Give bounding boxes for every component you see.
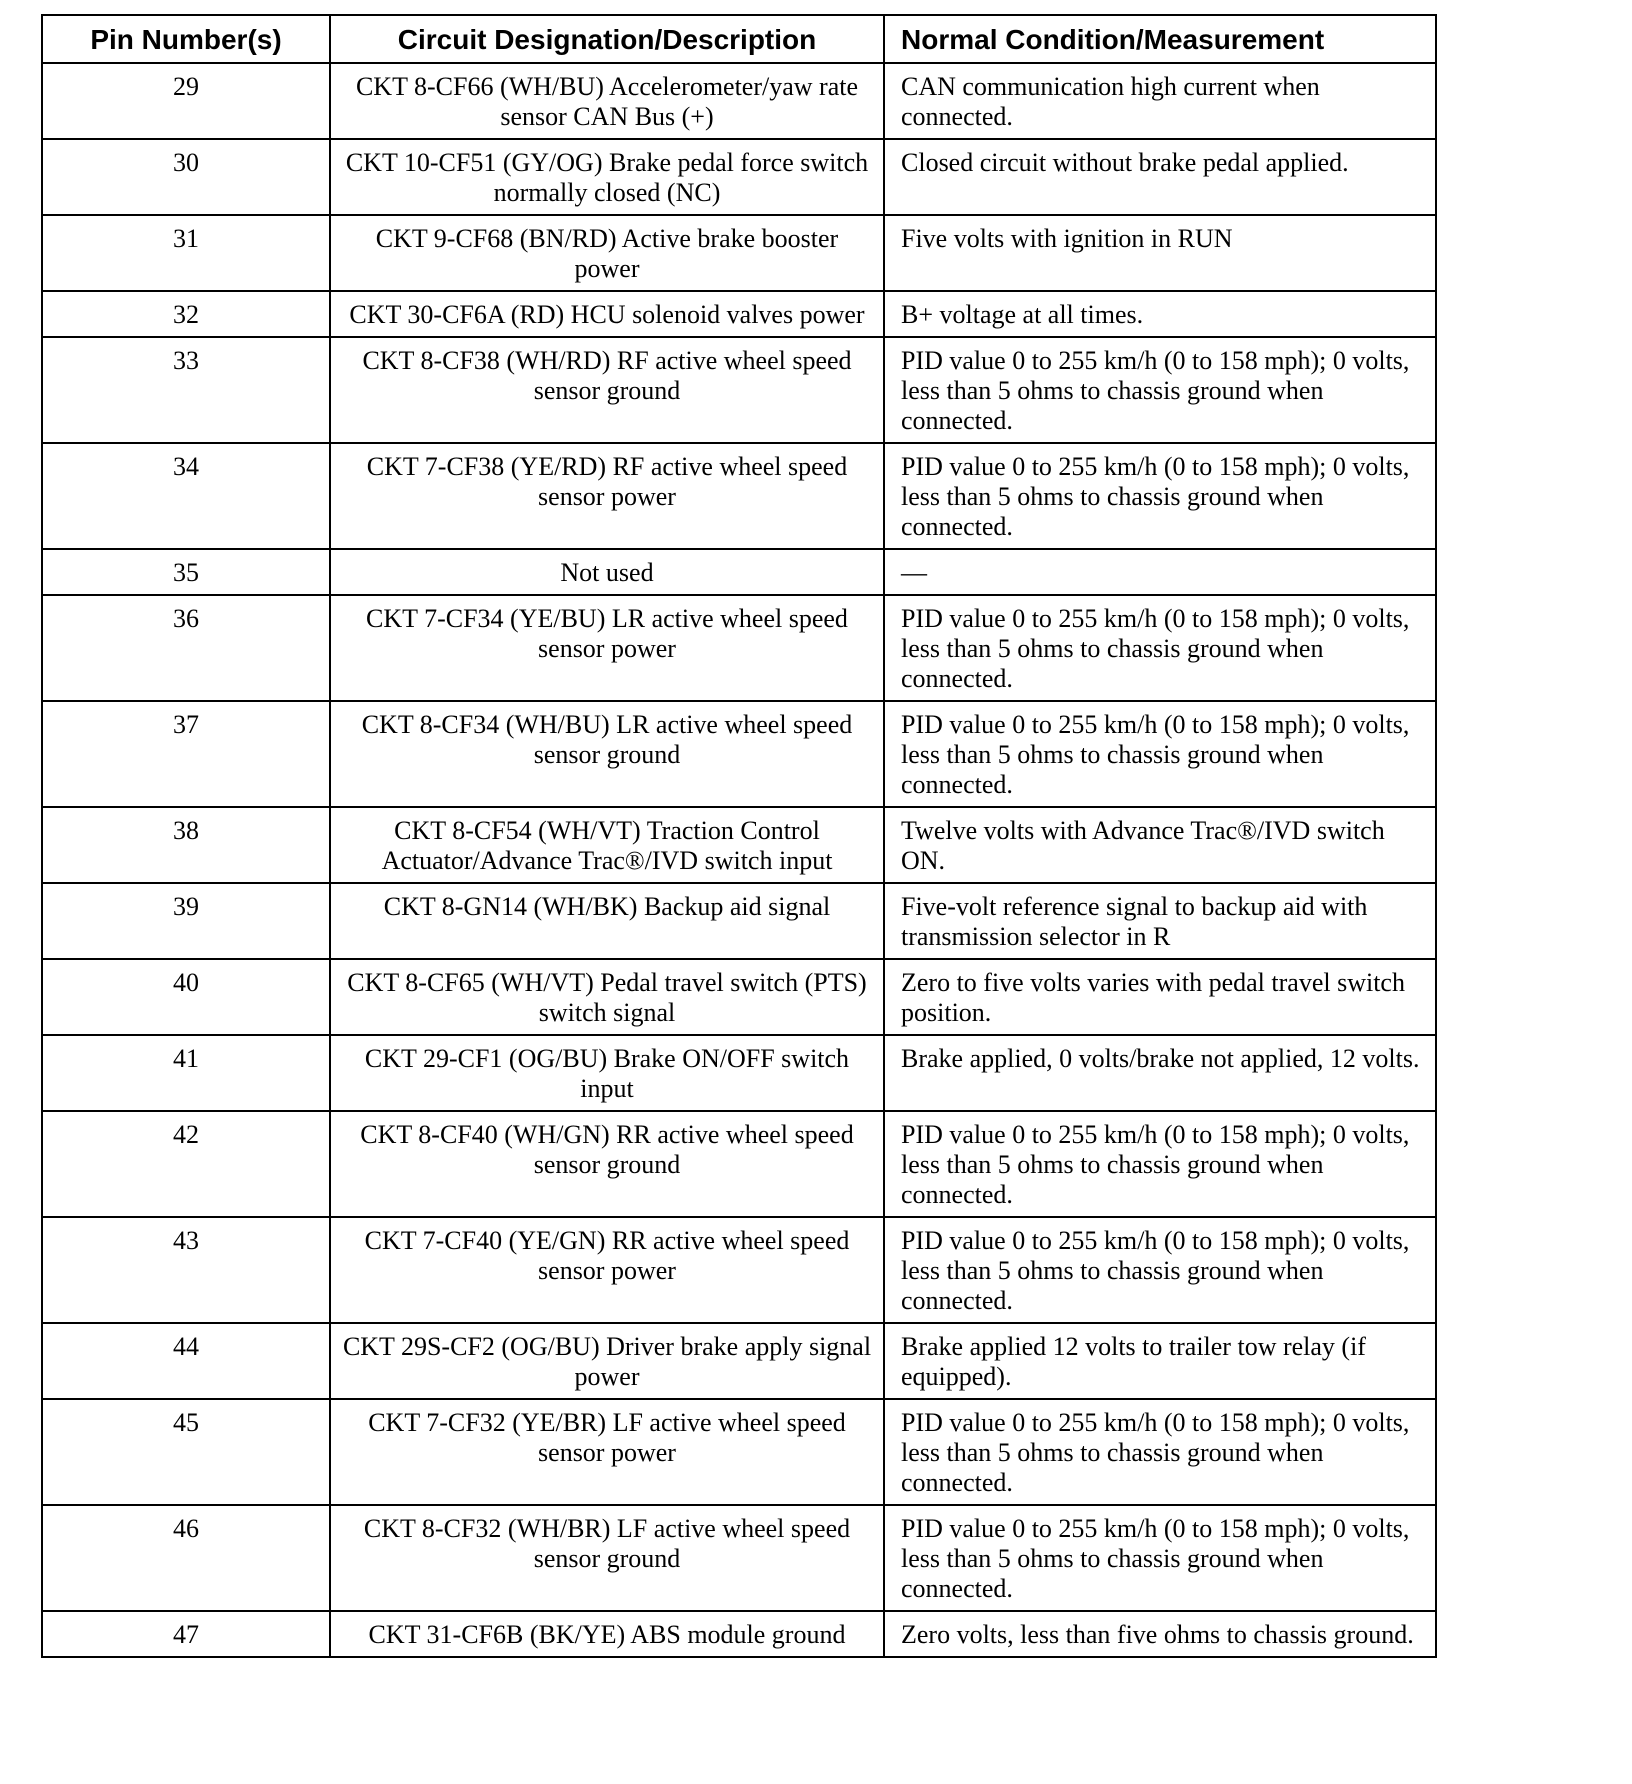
pin-number-cell: 42 bbox=[43, 1111, 330, 1217]
normal-condition-cell: Twelve volts with Advance Trac®/IVD switch ON. bbox=[884, 807, 1435, 883]
normal-condition-cell: PID value 0 to 255 km/h (0 to 158 mph); 0 volts, less than 5 ohms to chassis ground when connected. bbox=[884, 1399, 1435, 1505]
normal-condition-cell: Brake applied, 0 volts/brake not applied, 12 volts. bbox=[884, 1035, 1435, 1111]
normal-condition-cell: Five-volt reference signal to backup aid with transmission selector in R bbox=[884, 883, 1435, 959]
normal-condition-cell: Zero to five volts varies with pedal travel switch position. bbox=[884, 959, 1435, 1035]
pin-number-cell: 40 bbox=[43, 959, 330, 1035]
circuit-description-cell: CKT 29-CF1 (OG/BU) Brake ON/OFF switch input bbox=[330, 1035, 884, 1111]
normal-condition-cell: PID value 0 to 255 km/h (0 to 158 mph); 0 volts, less than 5 ohms to chassis ground when connected. bbox=[884, 443, 1435, 549]
header-circuit-designation: Circuit Designation/Description bbox=[330, 16, 884, 63]
pin-number-cell: 45 bbox=[43, 1399, 330, 1505]
normal-condition-cell: PID value 0 to 255 km/h (0 to 158 mph); 0 volts, less than 5 ohms to chassis ground when connected. bbox=[884, 1217, 1435, 1323]
circuit-description-cell: CKT 8-GN14 (WH/BK) Backup aid signal bbox=[330, 883, 884, 959]
table-row bbox=[43, 1323, 1435, 1399]
table-row bbox=[43, 883, 1435, 959]
pin-number-cell: 34 bbox=[43, 443, 330, 549]
circuit-description-cell: CKT 8-CF32 (WH/BR) LF active wheel speed sensor ground bbox=[330, 1505, 884, 1611]
normal-condition-cell: B+ voltage at all times. bbox=[884, 291, 1435, 337]
table-row bbox=[43, 443, 1435, 549]
circuit-description-cell: CKT 30-CF6A (RD) HCU solenoid valves power bbox=[330, 291, 884, 337]
pinout-table bbox=[43, 16, 1435, 1656]
table-row bbox=[43, 215, 1435, 291]
table-body bbox=[43, 63, 1435, 1656]
table-row bbox=[43, 139, 1435, 215]
pin-number-cell: 35 bbox=[43, 549, 330, 595]
pin-number-cell: 38 bbox=[43, 807, 330, 883]
table-row bbox=[43, 1035, 1435, 1111]
circuit-description-cell: CKT 7-CF38 (YE/RD) RF active wheel speed sensor power bbox=[330, 443, 884, 549]
table-row bbox=[43, 1399, 1435, 1505]
table-row bbox=[43, 1217, 1435, 1323]
circuit-description-cell: Not used bbox=[330, 549, 884, 595]
normal-condition-cell: PID value 0 to 255 km/h (0 to 158 mph); 0 volts, less than 5 ohms to chassis ground when connected. bbox=[884, 1505, 1435, 1611]
circuit-description-cell: CKT 9-CF68 (BN/RD) Active brake booster power bbox=[330, 215, 884, 291]
pin-number-cell: 32 bbox=[43, 291, 330, 337]
pin-number-cell: 39 bbox=[43, 883, 330, 959]
table-row bbox=[43, 1505, 1435, 1611]
table-row bbox=[43, 959, 1435, 1035]
normal-condition-cell: — bbox=[884, 549, 1435, 595]
pinout-table-container bbox=[41, 14, 1437, 1658]
circuit-description-cell: CKT 8-CF34 (WH/BU) LR active wheel speed sensor ground bbox=[330, 701, 884, 807]
circuit-description-cell: CKT 8-CF40 (WH/GN) RR active wheel speed sensor ground bbox=[330, 1111, 884, 1217]
table-row bbox=[43, 291, 1435, 337]
table-row bbox=[43, 337, 1435, 443]
pin-number-cell: 31 bbox=[43, 215, 330, 291]
normal-condition-cell: Five volts with ignition in RUN bbox=[884, 215, 1435, 291]
table-row bbox=[43, 63, 1435, 139]
pin-number-cell: 41 bbox=[43, 1035, 330, 1111]
normal-condition-cell: Closed circuit without brake pedal applied. bbox=[884, 139, 1435, 215]
pin-number-cell: 46 bbox=[43, 1505, 330, 1611]
table-row bbox=[43, 595, 1435, 701]
pin-number-cell: 44 bbox=[43, 1323, 330, 1399]
pin-number-cell: 37 bbox=[43, 701, 330, 807]
circuit-description-cell: CKT 7-CF32 (YE/BR) LF active wheel speed sensor power bbox=[330, 1399, 884, 1505]
circuit-description-cell: CKT 7-CF40 (YE/GN) RR active wheel speed sensor power bbox=[330, 1217, 884, 1323]
circuit-description-cell: CKT 8-CF54 (WH/VT) Traction Control Actuator/Advance Trac®/IVD switch input bbox=[330, 807, 884, 883]
pin-number-cell: 47 bbox=[173, 1620, 199, 1649]
normal-condition-cell: PID value 0 to 255 km/h (0 to 158 mph); 0 volts, less than 5 ohms to chassis ground when connected. bbox=[884, 595, 1435, 701]
circuit-description-cell: CKT 8-CF65 (WH/VT) Pedal travel switch (PTS) switch signal bbox=[330, 959, 884, 1035]
circuit-description-cell: CKT 10-CF51 (GY/OG) Brake pedal force switch normally closed (NC) bbox=[330, 139, 884, 215]
normal-condition-cell: PID value 0 to 255 km/h (0 to 158 mph); 0 volts, less than 5 ohms to chassis ground when connected. bbox=[884, 701, 1435, 807]
table-row bbox=[43, 549, 1435, 595]
header-pin-number: Pin Number(s) bbox=[43, 16, 330, 63]
pin-number-cell: 29 bbox=[43, 63, 330, 139]
pin-number-cell: 43 bbox=[43, 1217, 330, 1323]
normal-condition-cell: Zero volts, less than five ohms to chassis ground. bbox=[884, 1611, 1435, 1656]
table-row bbox=[43, 701, 1435, 807]
pin-number-cell: 36 bbox=[43, 595, 330, 701]
pin-number-cell: 33 bbox=[43, 337, 330, 443]
pin-number-cell: 30 bbox=[43, 139, 330, 215]
circuit-description-cell: CKT 7-CF34 (YE/BU) LR active wheel speed sensor power bbox=[330, 595, 884, 701]
normal-condition-cell: PID value 0 to 255 km/h (0 to 158 mph); 0 volts, less than 5 ohms to chassis ground when connected. bbox=[884, 1111, 1435, 1217]
circuit-description-cell: CKT 31-CF6B (BK/YE) ABS module ground bbox=[330, 1611, 884, 1656]
header-normal-condition: Normal Condition/Measurement bbox=[884, 16, 1435, 63]
normal-condition-cell: PID value 0 to 255 km/h (0 to 158 mph); 0 volts, less than 5 ohms to chassis ground when connected. bbox=[884, 337, 1435, 443]
normal-condition-cell: Brake applied 12 volts to trailer tow relay (if equipped). bbox=[884, 1323, 1435, 1399]
circuit-description-cell: CKT 29S-CF2 (OG/BU) Driver brake apply signal power bbox=[330, 1323, 884, 1399]
table-row bbox=[43, 1111, 1435, 1217]
circuit-description-cell: CKT 8-CF66 (WH/BU) Accelerometer/yaw rate sensor CAN Bus (+) bbox=[330, 63, 884, 139]
table-row bbox=[43, 1611, 1435, 1656]
table-row bbox=[43, 807, 1435, 883]
circuit-description-cell: CKT 8-CF38 (WH/RD) RF active wheel speed sensor ground bbox=[330, 337, 884, 443]
normal-condition-cell: CAN communication high current when connected. bbox=[884, 63, 1435, 139]
table-header-row bbox=[43, 16, 1435, 63]
